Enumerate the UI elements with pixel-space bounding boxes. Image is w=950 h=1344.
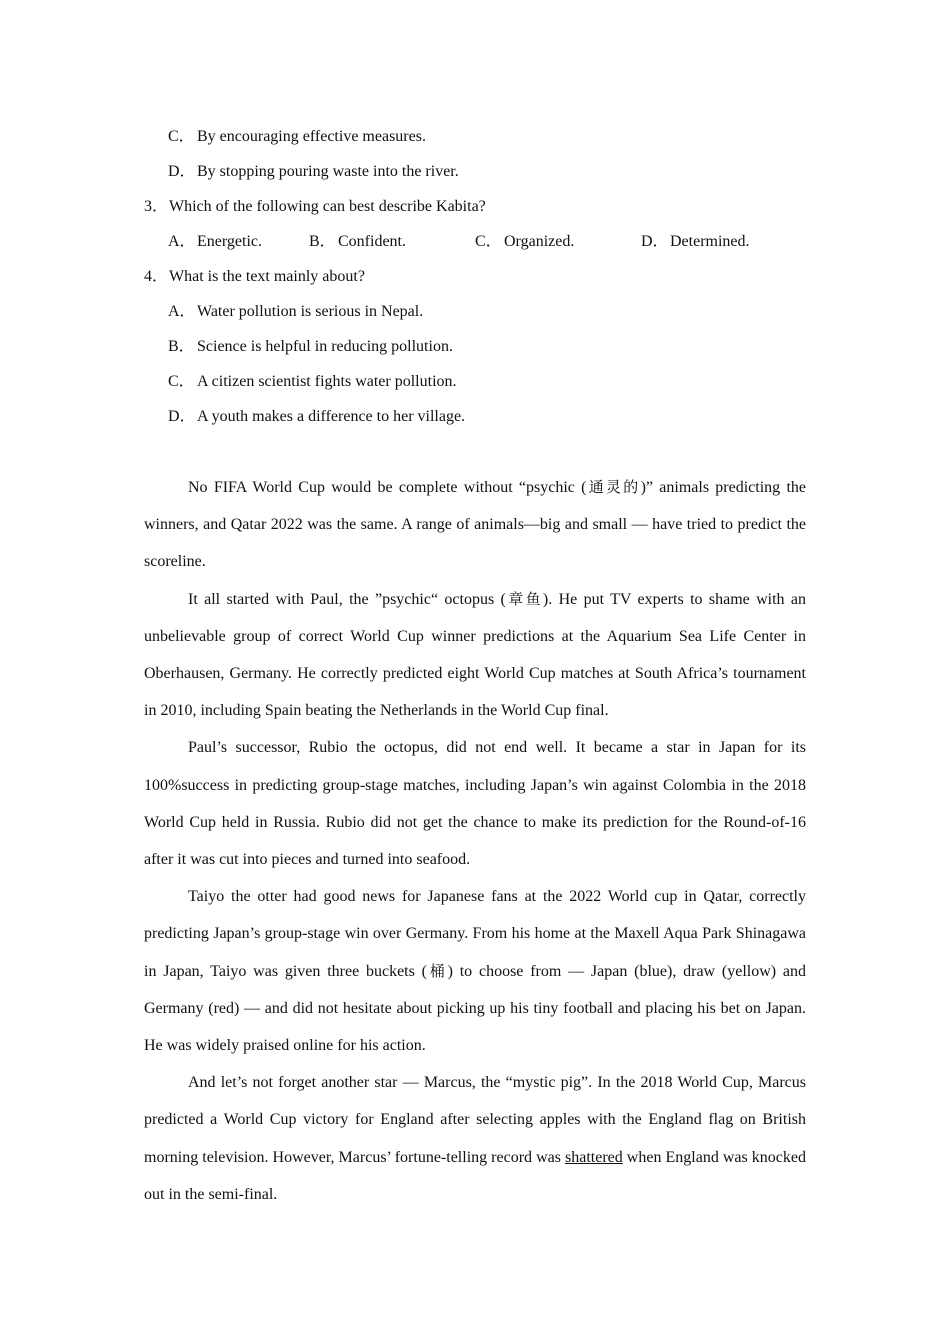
question-text: What is the text mainly about? (169, 268, 365, 285)
option-label: C． (475, 233, 502, 250)
q4-option-a (168, 302, 423, 322)
q3-option-c (475, 232, 574, 252)
text-run: ) to choose from — Japan (blue), draw (yellow) and Germany (red) — and did not hesitate about picking up his tiny football and placing his bet on Japan. He was widely praised online for his action. (144, 962, 806, 1055)
option-text: A youth makes a difference to her village. (197, 408, 466, 425)
option-text: Water pollution is serious in Nepal. (197, 303, 424, 320)
q2-option-d (168, 162, 459, 182)
option-label: D． (641, 233, 669, 250)
passage-paragraph-4 (144, 878, 806, 1064)
q4-option-c (168, 372, 457, 392)
question-number: 3． (144, 198, 169, 215)
option-text: By stopping pouring waste into the river. (197, 163, 459, 180)
option-label: B． (168, 338, 195, 355)
chinese-gloss: 章鱼 (505, 589, 543, 608)
passage-paragraph-1 (144, 469, 806, 581)
q3-option-d (641, 232, 750, 252)
q4-option-d (168, 407, 465, 427)
option-text: Determined. (670, 233, 750, 250)
q3-option-b (309, 232, 406, 252)
option-text: By encouraging effective measures. (197, 128, 426, 145)
q4-option-b (168, 337, 453, 357)
text-run: Taiyo the otter had good news for Japanese fans at the 2022 World cup in Qatar, correctly predicting Japan’s group-stage win over Germany. From his home at the Maxell Aqua Park Shinagawa in Japan, Taiyo was given three buckets ( (144, 888, 806, 980)
option-text: Science is helpful in reducing pollution. (197, 338, 453, 355)
option-label: C． (168, 373, 195, 390)
chinese-gloss: 通灵的 (586, 478, 641, 496)
passage-paragraph-2 (144, 581, 806, 730)
option-label: A． (168, 233, 196, 250)
q2-option-c (168, 127, 426, 147)
text-run: It all started with Paul, the ”psychic“ octopus ( (188, 590, 506, 608)
question-4 (144, 267, 365, 287)
option-text: A citizen scientist fights water pollution. (197, 373, 457, 390)
option-text: Confident. (338, 233, 406, 250)
text-run: No FIFA World Cup would be complete without “psychic ( (188, 479, 587, 496)
underlined-word: shattered (565, 1148, 623, 1166)
text-run: when England was knocked out in the semi-final. (144, 1148, 806, 1203)
q3-option-a (168, 232, 262, 252)
option-text: Organized. (504, 233, 575, 250)
option-label: D． (168, 408, 196, 425)
question-3 (144, 197, 486, 217)
option-label: C． (168, 128, 195, 145)
option-label: D． (168, 163, 196, 180)
reading-passage (144, 469, 806, 1213)
passage-paragraph-5 (144, 1064, 806, 1213)
option-label: A． (168, 303, 196, 320)
text-run: ). He put TV experts to shame with an unbelievable group of correct World Cup winner predictions at the Aquarium Sea Life Center in Oberhausen, Germany. He correctly predicted eight World Cup matches at South Africa’s tournament in 2010, including Spain beating the Netherlands in the World Cup final. (144, 590, 806, 720)
question-text: Which of the following can best describe Kabita? (169, 198, 486, 215)
question-number: 4． (144, 268, 169, 285)
option-label: B． (309, 233, 336, 250)
text-run: )” animals predicting the winners, and Qatar 2022 was the same. A range of animals—big and small — have tried to predict the scoreline. (144, 479, 806, 571)
q3-options-row (168, 232, 788, 252)
chinese-gloss: 桶 (426, 961, 448, 980)
text-run: And let’s not forget another star — Marcus, the “mystic pig”. In the 2018 World Cup, Marcus predicted a World Cup victory for England after selecting apples with the England flag on British morning television. However, Marcus’ fortune-telling record was (144, 1074, 806, 1166)
document-page (144, 0, 806, 1344)
option-text: Energetic. (197, 233, 263, 250)
passage-paragraph-3: Paul’s successor, Rubio the octopus, did not end well. It became a star in Japan for its 100%success in predicting group-stage matches, including Japan’s win against Colombia in the 2018 World Cup held in Russia. Rubio did not get the chance to make its prediction for the Round-of-16 after it was cut into pieces and turned into seafood. (144, 739, 806, 869)
